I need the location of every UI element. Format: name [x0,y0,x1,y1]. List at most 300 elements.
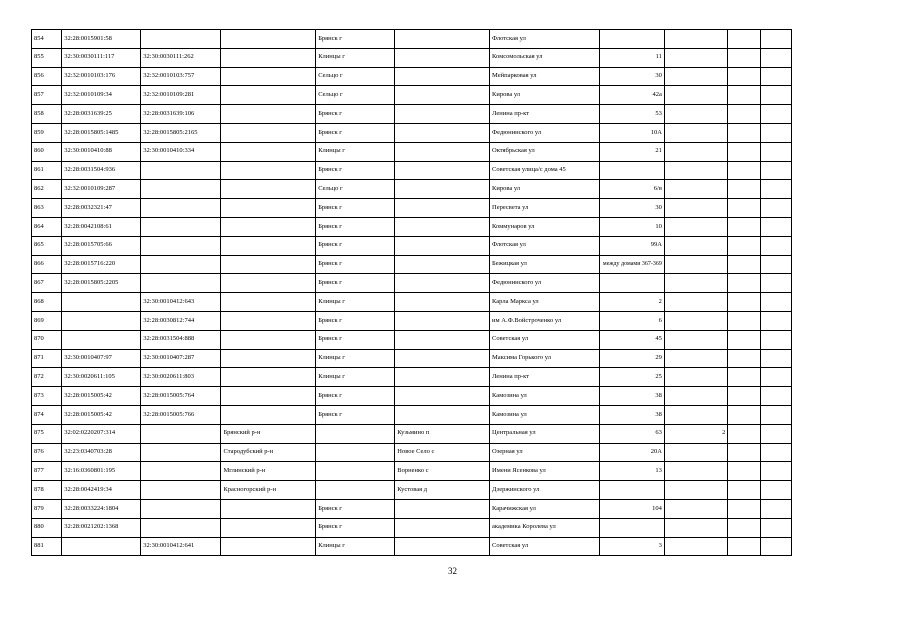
street-cell: Максима Горького ул [490,349,600,368]
cadastral-number-cell [62,537,141,556]
street-cell: Коммунаров ул [490,217,600,236]
cadastral-number-cell: 32:16:0360801:195 [62,462,141,481]
table-row [32,105,792,124]
row-number-cell: 864 [32,217,62,236]
settlement-cell [395,349,490,368]
settlement-cell [395,255,490,274]
building-cell [664,330,728,349]
settlement-cell [395,537,490,556]
table-row [32,30,792,49]
notes-cell [760,293,791,312]
street-cell: Кирова ул [490,180,600,199]
house-cell: 63 [600,424,665,443]
district-cell [221,217,316,236]
apartment-cell [728,481,760,500]
table-row [32,387,792,406]
settlement-cell [395,105,490,124]
table-row [32,293,792,312]
notes-cell [760,387,791,406]
street-cell: Советская улица/с дома 45 [490,161,600,180]
building-cell [664,67,728,86]
building-cell [664,86,728,105]
city-cell: Брянск г [316,161,395,180]
table-row [32,330,792,349]
apartment-cell [728,105,760,124]
street-cell: Октябрьская ул [490,142,600,161]
building-cadastral-cell: 32:28:0015005:766 [141,405,221,424]
table-row [32,86,792,105]
building-cell [664,274,728,293]
city-cell: Сельцо г [316,67,395,86]
apartment-cell [728,518,760,537]
city-cell: Брянск г [316,255,395,274]
notes-cell [760,349,791,368]
district-cell [221,236,316,255]
city-cell: Брянск г [316,199,395,218]
building-cell: 2 [664,424,728,443]
cadastral-number-cell: 32:28:0015716:220 [62,255,141,274]
street-cell: Бежицкая ул [490,255,600,274]
district-cell [221,518,316,537]
building-cell [664,443,728,462]
house-cell: 104 [600,499,665,518]
house-cell: 21 [600,142,665,161]
building-cell [664,123,728,142]
notes-cell [760,405,791,424]
settlement-cell [395,199,490,218]
building-cell [664,311,728,330]
table-row [32,199,792,218]
apartment-cell [728,293,760,312]
settlement-cell: Кустовая д [395,481,490,500]
building-cadastral-cell [141,518,221,537]
cadastral-number-cell: 32:28:0033224:1804 [62,499,141,518]
city-cell: Клинцы г [316,349,395,368]
building-cadastral-cell: 32:28:0031639:106 [141,105,221,124]
table-row [32,349,792,368]
notes-cell [760,274,791,293]
district-cell [221,142,316,161]
apartment-cell [728,330,760,349]
city-cell: Клинцы г [316,293,395,312]
city-cell: Брянск г [316,105,395,124]
apartment-cell [728,537,760,556]
row-number-cell: 881 [32,537,62,556]
building-cadastral-cell [141,217,221,236]
building-cell [664,405,728,424]
district-cell [221,368,316,387]
apartment-cell [728,368,760,387]
apartment-cell [728,142,760,161]
street-cell: Федюнинского ул [490,123,600,142]
street-cell: Имени Ясенкова ул [490,462,600,481]
city-cell: Брянск г [316,217,395,236]
notes-cell [760,481,791,500]
house-cell: 6 [600,311,665,330]
building-cell [664,180,728,199]
street-cell: Федюнинского ул [490,274,600,293]
notes-cell [760,142,791,161]
settlement-cell: Новое Село с [395,443,490,462]
settlement-cell [395,180,490,199]
district-cell [221,293,316,312]
apartment-cell [728,199,760,218]
cadastral-number-cell: 32:28:0015805:1485 [62,123,141,142]
notes-cell [760,86,791,105]
table-row [32,274,792,293]
table-row [32,180,792,199]
notes-cell [760,105,791,124]
row-number-cell: 867 [32,274,62,293]
row-number-cell: 877 [32,462,62,481]
table-row [32,48,792,67]
cadastral-number-cell: 32:28:0015005:42 [62,405,141,424]
row-number-cell: 876 [32,443,62,462]
row-number-cell: 875 [32,424,62,443]
notes-cell [760,67,791,86]
building-cadastral-cell [141,443,221,462]
building-cell [664,217,728,236]
table-row [32,462,792,481]
building-cell [664,481,728,500]
building-cadastral-cell: 32:28:0015805:2165 [141,123,221,142]
apartment-cell [728,161,760,180]
table-row [32,537,792,556]
notes-cell [760,499,791,518]
row-number-cell: 880 [32,518,62,537]
table-body [32,30,792,556]
building-cell [664,349,728,368]
street-cell: Карачижская ул [490,499,600,518]
building-cell [664,236,728,255]
city-cell: Брянск г [316,30,395,49]
building-cadastral-cell: 32:30:0010412:643 [141,293,221,312]
cadastral-number-cell: 32:28:0015005:42 [62,387,141,406]
table-row [32,368,792,387]
table-row [32,236,792,255]
row-number-cell: 871 [32,349,62,368]
cadastral-number-cell: 32:32:0010109:287 [62,180,141,199]
row-number-cell: 874 [32,405,62,424]
notes-cell [760,255,791,274]
notes-cell [760,48,791,67]
city-cell: Сельцо г [316,86,395,105]
notes-cell [760,311,791,330]
row-number-cell: 863 [32,199,62,218]
street-cell: Комсомольская ул [490,48,600,67]
table-row [32,217,792,236]
notes-cell [760,443,791,462]
building-cadastral-cell [141,499,221,518]
settlement-cell [395,123,490,142]
district-cell: Брянский р-н [221,424,316,443]
building-cadastral-cell: 32:32:0010109:281 [141,86,221,105]
building-cadastral-cell: 32:30:0010410:334 [141,142,221,161]
building-cell [664,105,728,124]
table-row [32,67,792,86]
building-cadastral-cell [141,199,221,218]
building-cadastral-cell [141,481,221,500]
cadastral-number-cell: 32:30:0010410:88 [62,142,141,161]
cadastral-number-cell [62,311,141,330]
street-cell: Кирова ул [490,86,600,105]
row-number-cell: 862 [32,180,62,199]
notes-cell [760,217,791,236]
notes-cell [760,462,791,481]
house-cell: 42а [600,86,665,105]
building-cadastral-cell [141,424,221,443]
district-cell [221,30,316,49]
cadastral-number-cell: 32:28:0031639:25 [62,105,141,124]
cadastral-number-cell: 32:23:0340703:28 [62,443,141,462]
settlement-cell [395,217,490,236]
apartment-cell [728,123,760,142]
cadastral-number-cell: 32:32:0010109:34 [62,86,141,105]
building-cadastral-cell: 32:30:0010407:287 [141,349,221,368]
apartment-cell [728,180,760,199]
city-cell: Брянск г [316,387,395,406]
house-cell: 10 [600,217,665,236]
table-row [32,255,792,274]
street-cell: Ленина пр-кт [490,368,600,387]
district-cell: Красногорский р-н [221,481,316,500]
building-cadastral-cell: 32:32:0010103:757 [141,67,221,86]
apartment-cell [728,349,760,368]
district-cell [221,255,316,274]
notes-cell [760,199,791,218]
table-row [32,499,792,518]
cadastral-number-cell: 32:32:0010103:176 [62,67,141,86]
street-cell: Советская ул [490,537,600,556]
row-number-cell: 860 [32,142,62,161]
cadastral-number-cell: 32:30:0030111:117 [62,48,141,67]
apartment-cell [728,405,760,424]
house-cell: 45 [600,330,665,349]
settlement-cell [395,161,490,180]
city-cell: Клинцы г [316,368,395,387]
district-cell [221,330,316,349]
row-number-cell: 879 [32,499,62,518]
building-cadastral-cell [141,161,221,180]
house-cell [600,30,665,49]
city-cell: Брянск г [316,274,395,293]
building-cell [664,368,728,387]
table-row [32,311,792,330]
cadastral-number-cell: 32:28:0032321:47 [62,199,141,218]
city-cell: Сельцо г [316,180,395,199]
house-cell: 2 [600,293,665,312]
building-cell [664,30,728,49]
settlement-cell [395,293,490,312]
building-cell [664,48,728,67]
settlement-cell [395,405,490,424]
house-cell: 20А [600,443,665,462]
settlement-cell [395,274,490,293]
street-cell: Камозина ул [490,387,600,406]
house-cell [600,481,665,500]
row-number-cell: 861 [32,161,62,180]
building-cell [664,387,728,406]
table-row [32,481,792,500]
row-number-cell: 854 [32,30,62,49]
street-cell: Советская ул [490,330,600,349]
district-cell [221,499,316,518]
apartment-cell [728,48,760,67]
row-number-cell: 859 [32,123,62,142]
district-cell: Мглинский р-н [221,462,316,481]
apartment-cell [728,274,760,293]
apartment-cell [728,86,760,105]
settlement-cell [395,236,490,255]
settlement-cell [395,330,490,349]
building-cell [664,293,728,312]
table-row [32,443,792,462]
house-cell: 38 [600,405,665,424]
settlement-cell [395,67,490,86]
building-cell [664,518,728,537]
cadastral-number-cell: 32:28:0031504:936 [62,161,141,180]
row-number-cell: 855 [32,48,62,67]
settlement-cell [395,518,490,537]
building-cadastral-cell [141,462,221,481]
street-cell: Мейпарковая ул [490,67,600,86]
row-number-cell: 869 [32,311,62,330]
street-cell: академика Королева ул [490,518,600,537]
street-cell: Камозина ул [490,405,600,424]
apartment-cell [728,443,760,462]
building-cadastral-cell [141,180,221,199]
building-cell [664,462,728,481]
building-cadastral-cell [141,30,221,49]
table-row [32,405,792,424]
house-cell: 53 [600,105,665,124]
notes-cell [760,537,791,556]
cadastral-number-cell: 32:30:0020611:105 [62,368,141,387]
apartment-cell [728,236,760,255]
building-cell [664,199,728,218]
building-cadastral-cell: 32:28:0030812:744 [141,311,221,330]
row-number-cell: 857 [32,86,62,105]
notes-cell [760,518,791,537]
city-cell: Брянск г [316,311,395,330]
notes-cell [760,161,791,180]
registry-table [31,29,792,556]
settlement-cell [395,311,490,330]
settlement-cell [395,48,490,67]
city-cell [316,424,395,443]
cadastral-number-cell: 32:28:0015805:2205 [62,274,141,293]
city-cell: Брянск г [316,236,395,255]
row-number-cell: 870 [32,330,62,349]
house-cell: 30 [600,67,665,86]
notes-cell [760,236,791,255]
notes-cell [760,30,791,49]
district-cell [221,405,316,424]
building-cadastral-cell [141,236,221,255]
table-row [32,161,792,180]
settlement-cell: Кузьмино п [395,424,490,443]
house-cell: 99А [600,236,665,255]
district-cell [221,199,316,218]
house-cell [600,274,665,293]
settlement-cell: Ворненко с [395,462,490,481]
house-cell [600,161,665,180]
city-cell: Клинцы г [316,142,395,161]
apartment-cell [728,30,760,49]
notes-cell [760,424,791,443]
house-cell: 29 [600,349,665,368]
notes-cell [760,330,791,349]
cadastral-number-cell [62,330,141,349]
city-cell [316,443,395,462]
house-cell: 10А [600,123,665,142]
building-cadastral-cell: 32:28:0015005:764 [141,387,221,406]
street-cell: Флотская ул [490,30,600,49]
notes-cell [760,368,791,387]
building-cadastral-cell [141,255,221,274]
apartment-cell [728,217,760,236]
street-cell: Озерная ул [490,443,600,462]
settlement-cell [395,387,490,406]
district-cell [221,311,316,330]
street-cell: Центральная ул [490,424,600,443]
city-cell: Клинцы г [316,537,395,556]
row-number-cell: 878 [32,481,62,500]
street-cell: Пересвета ул [490,199,600,218]
row-number-cell: 866 [32,255,62,274]
building-cell [664,499,728,518]
building-cadastral-cell: 32:28:0031504:888 [141,330,221,349]
cadastral-number-cell [62,293,141,312]
table-row [32,123,792,142]
apartment-cell [728,462,760,481]
city-cell: Брянск г [316,518,395,537]
district-cell: Стародубский р-н [221,443,316,462]
city-cell: Брянск г [316,405,395,424]
settlement-cell [395,142,490,161]
street-cell: Флотская ул [490,236,600,255]
house-cell [600,518,665,537]
building-cell [664,537,728,556]
settlement-cell [395,86,490,105]
street-cell: Дзержинского ул [490,481,600,500]
building-cell [664,142,728,161]
district-cell [221,48,316,67]
house-cell: 25 [600,368,665,387]
house-cell: 30 [600,199,665,218]
settlement-cell [395,499,490,518]
house-cell: 11 [600,48,665,67]
row-number-cell: 868 [32,293,62,312]
house-cell: 6/в [600,180,665,199]
street-cell: им А.Ф.Войстроченко ул [490,311,600,330]
district-cell [221,105,316,124]
cadastral-number-cell: 32:28:0042419:34 [62,481,141,500]
district-cell [221,67,316,86]
district-cell [221,537,316,556]
building-cell [664,255,728,274]
apartment-cell [728,424,760,443]
cadastral-number-cell: 32:28:0015901:58 [62,30,141,49]
apartment-cell [728,499,760,518]
settlement-cell [395,368,490,387]
district-cell [221,274,316,293]
cadastral-number-cell: 32:30:0010407:97 [62,349,141,368]
settlement-cell [395,30,490,49]
street-cell: Карла Маркса ул [490,293,600,312]
house-cell: между домами 367-369 [600,255,665,274]
house-cell: 38 [600,387,665,406]
